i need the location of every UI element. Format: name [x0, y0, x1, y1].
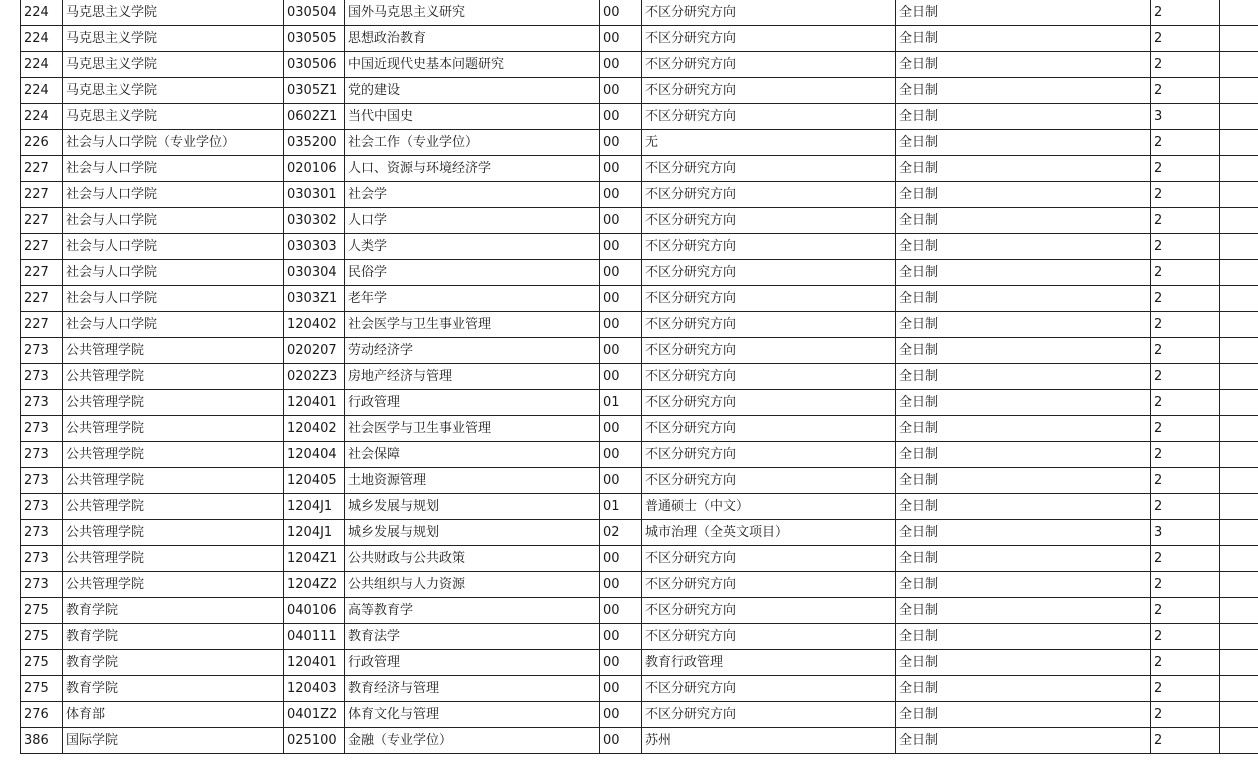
dept-name-cell: 教育学院: [63, 598, 284, 624]
extra-cell: [1220, 234, 1258, 260]
extra-cell: [1220, 546, 1258, 572]
dept-name-cell: 社会与人口学院: [63, 234, 284, 260]
study-mode-cell: 全日制: [896, 104, 1151, 130]
study-mode-cell: 全日制: [896, 390, 1151, 416]
major-code-cell: 120402: [284, 312, 345, 338]
dept-name-cell: 社会与人口学院: [63, 182, 284, 208]
study-mode-cell: 全日制: [896, 52, 1151, 78]
dept-code-cell: 224: [21, 52, 63, 78]
study-mode-cell: 全日制: [896, 286, 1151, 312]
extra-cell: [1220, 676, 1258, 702]
direction-code-cell: 00: [600, 364, 642, 390]
extra-cell: [1220, 130, 1258, 156]
dept-name-cell: 公共管理学院: [63, 390, 284, 416]
program-table-container: [20, 0, 1258, 754]
dept-name-cell: 社会与人口学院: [63, 286, 284, 312]
major-code-cell: 1204J1: [284, 520, 345, 546]
extra-cell: [1220, 208, 1258, 234]
dept-code-cell: 273: [21, 390, 63, 416]
extra-cell: [1220, 26, 1258, 52]
major-name-cell: 教育法学: [345, 624, 600, 650]
duration-cell: 2: [1151, 312, 1220, 338]
duration-cell: 2: [1151, 182, 1220, 208]
direction-code-cell: 01: [600, 494, 642, 520]
duration-cell: 2: [1151, 494, 1220, 520]
program-table: [20, 0, 1258, 754]
direction-name-cell: 不区分研究方向: [642, 598, 896, 624]
direction-code-cell: 00: [600, 650, 642, 676]
major-code-cell: 0401Z2: [284, 702, 345, 728]
major-code-cell: 120402: [284, 416, 345, 442]
extra-cell: [1220, 78, 1258, 104]
study-mode-cell: 全日制: [896, 494, 1151, 520]
dept-code-cell: 224: [21, 26, 63, 52]
direction-code-cell: 00: [600, 702, 642, 728]
direction-name-cell: 不区分研究方向: [642, 468, 896, 494]
major-code-cell: 030301: [284, 182, 345, 208]
major-name-cell: 公共组织与人力资源: [345, 572, 600, 598]
dept-code-cell: 273: [21, 468, 63, 494]
extra-cell: [1220, 442, 1258, 468]
study-mode-cell: 全日制: [896, 234, 1151, 260]
study-mode-cell: 全日制: [896, 78, 1151, 104]
study-mode-cell: 全日制: [896, 130, 1151, 156]
major-code-cell: 030302: [284, 208, 345, 234]
table-row: [21, 572, 1258, 598]
extra-cell: [1220, 390, 1258, 416]
major-name-cell: 民俗学: [345, 260, 600, 286]
dept-code-cell: 227: [21, 286, 63, 312]
study-mode-cell: 全日制: [896, 624, 1151, 650]
direction-name-cell: 不区分研究方向: [642, 156, 896, 182]
direction-name-cell: 不区分研究方向: [642, 312, 896, 338]
direction-code-cell: 01: [600, 390, 642, 416]
duration-cell: 2: [1151, 572, 1220, 598]
table-row: [21, 260, 1258, 286]
major-code-cell: 120404: [284, 442, 345, 468]
extra-cell: [1220, 598, 1258, 624]
direction-code-cell: 00: [600, 182, 642, 208]
dept-code-cell: 224: [21, 0, 63, 26]
dept-name-cell: 教育学院: [63, 650, 284, 676]
duration-cell: 3: [1151, 520, 1220, 546]
direction-code-cell: 02: [600, 520, 642, 546]
study-mode-cell: 全日制: [896, 156, 1151, 182]
extra-cell: [1220, 364, 1258, 390]
dept-name-cell: 马克思主义学院: [63, 104, 284, 130]
study-mode-cell: 全日制: [896, 208, 1151, 234]
direction-code-cell: 00: [600, 104, 642, 130]
extra-cell: [1220, 520, 1258, 546]
table-row: [21, 468, 1258, 494]
major-code-cell: 030506: [284, 52, 345, 78]
study-mode-cell: 全日制: [896, 546, 1151, 572]
major-name-cell: 思想政治教育: [345, 26, 600, 52]
extra-cell: [1220, 156, 1258, 182]
major-code-cell: 030505: [284, 26, 345, 52]
duration-cell: 2: [1151, 78, 1220, 104]
major-code-cell: 020106: [284, 156, 345, 182]
table-row: [21, 650, 1258, 676]
table-row: [21, 104, 1258, 130]
dept-name-cell: 公共管理学院: [63, 442, 284, 468]
duration-cell: 2: [1151, 208, 1220, 234]
dept-name-cell: 马克思主义学院: [63, 0, 284, 26]
dept-code-cell: 226: [21, 130, 63, 156]
dept-name-cell: 公共管理学院: [63, 364, 284, 390]
major-name-cell: 中国近现代史基本问题研究: [345, 52, 600, 78]
dept-name-cell: 国际学院: [63, 728, 284, 754]
dept-name-cell: 教育学院: [63, 676, 284, 702]
direction-name-cell: 不区分研究方向: [642, 390, 896, 416]
table-row: [21, 208, 1258, 234]
extra-cell: [1220, 728, 1258, 754]
dept-name-cell: 公共管理学院: [63, 468, 284, 494]
duration-cell: 2: [1151, 676, 1220, 702]
extra-cell: [1220, 260, 1258, 286]
major-name-cell: 城乡发展与规划: [345, 494, 600, 520]
study-mode-cell: 全日制: [896, 0, 1151, 26]
extra-cell: [1220, 702, 1258, 728]
direction-name-cell: 不区分研究方向: [642, 572, 896, 598]
study-mode-cell: 全日制: [896, 442, 1151, 468]
dept-name-cell: 社会与人口学院（专业学位）: [63, 130, 284, 156]
major-code-cell: 0602Z1: [284, 104, 345, 130]
table-body: [21, 0, 1258, 754]
extra-cell: [1220, 416, 1258, 442]
table-row: [21, 442, 1258, 468]
extra-cell: [1220, 494, 1258, 520]
major-name-cell: 行政管理: [345, 650, 600, 676]
direction-code-cell: 00: [600, 312, 642, 338]
direction-code-cell: 00: [600, 286, 642, 312]
direction-name-cell: 苏州: [642, 728, 896, 754]
extra-cell: [1220, 312, 1258, 338]
dept-name-cell: 公共管理学院: [63, 416, 284, 442]
major-code-cell: 020207: [284, 338, 345, 364]
study-mode-cell: 全日制: [896, 338, 1151, 364]
extra-cell: [1220, 338, 1258, 364]
extra-cell: [1220, 572, 1258, 598]
direction-code-cell: 00: [600, 546, 642, 572]
dept-code-cell: 224: [21, 78, 63, 104]
study-mode-cell: 全日制: [896, 312, 1151, 338]
table-row: [21, 702, 1258, 728]
direction-name-cell: 不区分研究方向: [642, 546, 896, 572]
study-mode-cell: 全日制: [896, 676, 1151, 702]
direction-code-cell: 00: [600, 0, 642, 26]
direction-code-cell: 00: [600, 416, 642, 442]
table-row: [21, 182, 1258, 208]
study-mode-cell: 全日制: [896, 650, 1151, 676]
major-name-cell: 人类学: [345, 234, 600, 260]
dept-name-cell: 社会与人口学院: [63, 208, 284, 234]
direction-code-cell: 00: [600, 338, 642, 364]
direction-name-cell: 不区分研究方向: [642, 442, 896, 468]
major-name-cell: 行政管理: [345, 390, 600, 416]
direction-name-cell: 不区分研究方向: [642, 78, 896, 104]
table-row: [21, 52, 1258, 78]
extra-cell: [1220, 650, 1258, 676]
dept-name-cell: 马克思主义学院: [63, 78, 284, 104]
duration-cell: 2: [1151, 442, 1220, 468]
major-name-cell: 社会医学与卫生事业管理: [345, 416, 600, 442]
duration-cell: 2: [1151, 0, 1220, 26]
major-code-cell: 030304: [284, 260, 345, 286]
major-name-cell: 房地产经济与管理: [345, 364, 600, 390]
major-name-cell: 老年学: [345, 286, 600, 312]
direction-code-cell: 00: [600, 78, 642, 104]
study-mode-cell: 全日制: [896, 260, 1151, 286]
duration-cell: 2: [1151, 234, 1220, 260]
major-code-cell: 030504: [284, 0, 345, 26]
dept-code-cell: 273: [21, 364, 63, 390]
duration-cell: 2: [1151, 728, 1220, 754]
dept-name-cell: 社会与人口学院: [63, 312, 284, 338]
duration-cell: 2: [1151, 624, 1220, 650]
table-row: [21, 78, 1258, 104]
duration-cell: 2: [1151, 702, 1220, 728]
major-name-cell: 人口学: [345, 208, 600, 234]
dept-code-cell: 273: [21, 494, 63, 520]
study-mode-cell: 全日制: [896, 702, 1151, 728]
duration-cell: 2: [1151, 416, 1220, 442]
major-code-cell: 0202Z3: [284, 364, 345, 390]
study-mode-cell: 全日制: [896, 598, 1151, 624]
table-row: [21, 728, 1258, 754]
dept-code-cell: 275: [21, 624, 63, 650]
duration-cell: 2: [1151, 598, 1220, 624]
direction-name-cell: 不区分研究方向: [642, 208, 896, 234]
table-row: [21, 312, 1258, 338]
major-name-cell: 教育经济与管理: [345, 676, 600, 702]
major-code-cell: 0303Z1: [284, 286, 345, 312]
major-name-cell: 社会医学与卫生事业管理: [345, 312, 600, 338]
dept-code-cell: 224: [21, 104, 63, 130]
dept-name-cell: 体育部: [63, 702, 284, 728]
direction-code-cell: 00: [600, 156, 642, 182]
direction-name-cell: 不区分研究方向: [642, 260, 896, 286]
major-name-cell: 金融（专业学位）: [345, 728, 600, 754]
dept-name-cell: 社会与人口学院: [63, 260, 284, 286]
dept-code-cell: 386: [21, 728, 63, 754]
direction-code-cell: 00: [600, 598, 642, 624]
dept-code-cell: 273: [21, 416, 63, 442]
dept-code-cell: 227: [21, 260, 63, 286]
dept-code-cell: 227: [21, 208, 63, 234]
major-name-cell: 国外马克思主义研究: [345, 0, 600, 26]
direction-code-cell: 00: [600, 130, 642, 156]
dept-name-cell: 公共管理学院: [63, 494, 284, 520]
dept-code-cell: 275: [21, 676, 63, 702]
major-code-cell: 1204Z2: [284, 572, 345, 598]
dept-name-cell: 公共管理学院: [63, 546, 284, 572]
duration-cell: 2: [1151, 468, 1220, 494]
study-mode-cell: 全日制: [896, 416, 1151, 442]
extra-cell: [1220, 624, 1258, 650]
major-name-cell: 社会工作（专业学位）: [345, 130, 600, 156]
duration-cell: 2: [1151, 52, 1220, 78]
table-row: [21, 234, 1258, 260]
dept-name-cell: 马克思主义学院: [63, 26, 284, 52]
direction-name-cell: 不区分研究方向: [642, 416, 896, 442]
dept-code-cell: 276: [21, 702, 63, 728]
table-row: [21, 130, 1258, 156]
direction-name-cell: 教育行政管理: [642, 650, 896, 676]
dept-code-cell: 273: [21, 520, 63, 546]
dept-code-cell: 273: [21, 338, 63, 364]
direction-name-cell: 不区分研究方向: [642, 338, 896, 364]
table-row: [21, 0, 1258, 26]
extra-cell: [1220, 52, 1258, 78]
direction-code-cell: 00: [600, 260, 642, 286]
duration-cell: 3: [1151, 104, 1220, 130]
duration-cell: 2: [1151, 364, 1220, 390]
major-name-cell: 劳动经济学: [345, 338, 600, 364]
dept-code-cell: 273: [21, 572, 63, 598]
dept-code-cell: 227: [21, 312, 63, 338]
duration-cell: 2: [1151, 156, 1220, 182]
major-code-cell: 0305Z1: [284, 78, 345, 104]
dept-code-cell: 227: [21, 234, 63, 260]
direction-code-cell: 00: [600, 728, 642, 754]
major-name-cell: 城乡发展与规划: [345, 520, 600, 546]
dept-code-cell: 275: [21, 650, 63, 676]
direction-name-cell: 不区分研究方向: [642, 26, 896, 52]
major-code-cell: 025100: [284, 728, 345, 754]
direction-name-cell: 不区分研究方向: [642, 0, 896, 26]
major-name-cell: 社会保障: [345, 442, 600, 468]
direction-code-cell: 00: [600, 208, 642, 234]
table-row: [21, 416, 1258, 442]
table-row: [21, 286, 1258, 312]
direction-name-cell: 不区分研究方向: [642, 624, 896, 650]
study-mode-cell: 全日制: [896, 364, 1151, 390]
major-code-cell: 040106: [284, 598, 345, 624]
major-name-cell: 高等教育学: [345, 598, 600, 624]
dept-code-cell: 273: [21, 442, 63, 468]
direction-name-cell: 不区分研究方向: [642, 182, 896, 208]
direction-name-cell: 不区分研究方向: [642, 364, 896, 390]
direction-code-cell: 00: [600, 676, 642, 702]
major-name-cell: 当代中国史: [345, 104, 600, 130]
table-row: [21, 520, 1258, 546]
duration-cell: 2: [1151, 338, 1220, 364]
direction-code-cell: 00: [600, 624, 642, 650]
direction-code-cell: 00: [600, 442, 642, 468]
dept-name-cell: 公共管理学院: [63, 520, 284, 546]
direction-code-cell: 00: [600, 26, 642, 52]
major-code-cell: 030303: [284, 234, 345, 260]
dept-name-cell: 公共管理学院: [63, 572, 284, 598]
study-mode-cell: 全日制: [896, 520, 1151, 546]
extra-cell: [1220, 468, 1258, 494]
duration-cell: 2: [1151, 650, 1220, 676]
study-mode-cell: 全日制: [896, 26, 1151, 52]
table-row: [21, 364, 1258, 390]
dept-name-cell: 公共管理学院: [63, 338, 284, 364]
direction-code-cell: 00: [600, 52, 642, 78]
direction-name-cell: 不区分研究方向: [642, 104, 896, 130]
major-code-cell: 1204Z1: [284, 546, 345, 572]
direction-name-cell: 城市治理（全英文项目）: [642, 520, 896, 546]
duration-cell: 2: [1151, 26, 1220, 52]
major-code-cell: 1204J1: [284, 494, 345, 520]
direction-name-cell: 不区分研究方向: [642, 702, 896, 728]
duration-cell: 2: [1151, 130, 1220, 156]
major-code-cell: 120403: [284, 676, 345, 702]
duration-cell: 2: [1151, 546, 1220, 572]
direction-name-cell: 无: [642, 130, 896, 156]
table-row: [21, 494, 1258, 520]
major-code-cell: 040111: [284, 624, 345, 650]
direction-name-cell: 普通硕士（中文）: [642, 494, 896, 520]
study-mode-cell: 全日制: [896, 728, 1151, 754]
major-code-cell: 120401: [284, 650, 345, 676]
study-mode-cell: 全日制: [896, 468, 1151, 494]
major-code-cell: 120405: [284, 468, 345, 494]
table-row: [21, 598, 1258, 624]
dept-name-cell: 马克思主义学院: [63, 52, 284, 78]
major-name-cell: 社会学: [345, 182, 600, 208]
table-row: [21, 338, 1258, 364]
study-mode-cell: 全日制: [896, 182, 1151, 208]
dept-name-cell: 教育学院: [63, 624, 284, 650]
direction-name-cell: 不区分研究方向: [642, 676, 896, 702]
dept-code-cell: 227: [21, 156, 63, 182]
major-name-cell: 人口、资源与环境经济学: [345, 156, 600, 182]
table-row: [21, 390, 1258, 416]
dept-code-cell: 227: [21, 182, 63, 208]
extra-cell: [1220, 182, 1258, 208]
major-name-cell: 土地资源管理: [345, 468, 600, 494]
dept-code-cell: 275: [21, 598, 63, 624]
table-row: [21, 26, 1258, 52]
table-row: [21, 624, 1258, 650]
major-code-cell: 035200: [284, 130, 345, 156]
major-name-cell: 公共财政与公共政策: [345, 546, 600, 572]
extra-cell: [1220, 104, 1258, 130]
extra-cell: [1220, 0, 1258, 26]
direction-name-cell: 不区分研究方向: [642, 234, 896, 260]
duration-cell: 2: [1151, 390, 1220, 416]
duration-cell: 2: [1151, 260, 1220, 286]
dept-code-cell: 273: [21, 546, 63, 572]
table-row: [21, 546, 1258, 572]
direction-code-cell: 00: [600, 572, 642, 598]
major-name-cell: 党的建设: [345, 78, 600, 104]
dept-name-cell: 社会与人口学院: [63, 156, 284, 182]
duration-cell: 2: [1151, 286, 1220, 312]
direction-code-cell: 00: [600, 468, 642, 494]
extra-cell: [1220, 286, 1258, 312]
table-row: [21, 676, 1258, 702]
direction-name-cell: 不区分研究方向: [642, 52, 896, 78]
direction-name-cell: 不区分研究方向: [642, 286, 896, 312]
study-mode-cell: 全日制: [896, 572, 1151, 598]
major-code-cell: 120401: [284, 390, 345, 416]
table-row: [21, 156, 1258, 182]
major-name-cell: 体育文化与管理: [345, 702, 600, 728]
direction-code-cell: 00: [600, 234, 642, 260]
